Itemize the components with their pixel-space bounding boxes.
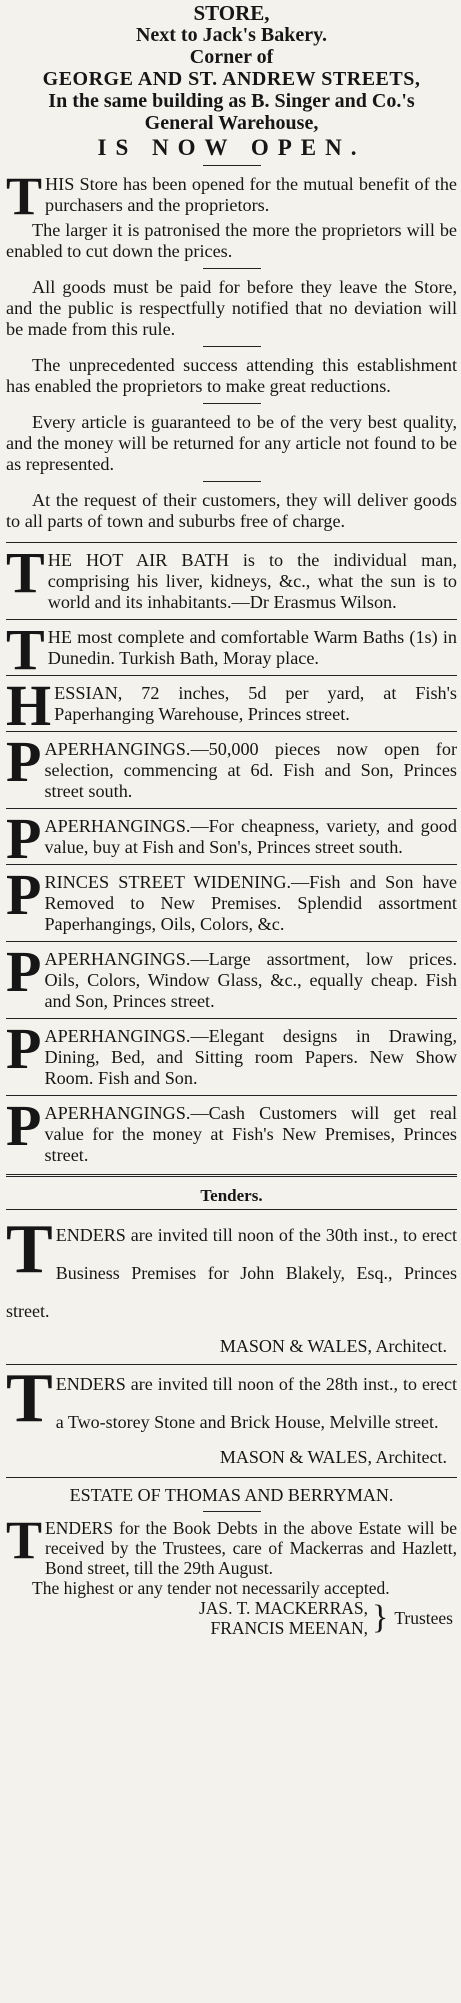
brace: }	[372, 1599, 389, 1636]
store-now-open: IS NOW OPEN.	[97, 135, 366, 160]
trustee-name: FRANCIS MEENAN,	[210, 1618, 368, 1638]
tender-stone-house	[6, 1360, 457, 1473]
drop-cap: P	[6, 1016, 42, 1081]
tender-text: TENDERS are invited till noon of the 28th inst., to erect a Two-storey Stone and Brick House, Melville street.	[6, 1360, 457, 1437]
store-paragraph-2: The larger it is patronised the more the proprietors will be enabled to cut down the prices.	[6, 220, 457, 261]
store-corner-line: Corner of	[189, 46, 274, 68]
drop-cap: P	[6, 729, 42, 794]
ad-paperhangings-5: PAPERHANGINGS.—Cash Customers will get real value for the money at Fish's New Premises, Princes street.	[6, 1095, 457, 1172]
trustee-name: JAS. T. MACKERRAS,	[198, 1598, 368, 1618]
divider	[203, 481, 261, 482]
divider	[203, 346, 261, 347]
estate-notice	[6, 1477, 457, 1638]
ad-paperhangings-1: PAPERHANGINGS.—50,000 pieces now open for selection, commencing at 6d. Fish and Son, Princes street south.	[6, 731, 457, 808]
estate-paragraph-1: TENDERS for the Book Debts in the above Estate will be received by the Trustees, care of Mackerras and Hazlett, Bond street, till the 29th August.	[6, 1510, 457, 1578]
drop-cap: T	[6, 1360, 53, 1437]
divider	[203, 1511, 261, 1512]
drop-cap: P	[6, 1093, 42, 1158]
drop-cap: T	[6, 1211, 53, 1288]
store-paragraph-4: The unprecedented success attending this establishment has enabled the proprietors to make great reductions.	[6, 355, 457, 396]
ad-paperhangings-2: PAPERHANGINGS.—For cheapness, variety, and good value, buy at Fish and Son's, Princes street south.	[6, 806, 457, 871]
store-heading: STORE,	[193, 1, 270, 25]
tender-business-premises	[6, 1211, 457, 1362]
ad-paperhangings-3: PAPERHANGINGS.—Large assortment, low prices. Oils, Colors, Window Glass, &c., equally cheap. Fish and Son, Princes street.	[6, 941, 457, 1018]
tender-text: TENDERS are invited till noon of the 30th inst., to erect Business Premises for John Blakely, Esq., Princes street.	[6, 1211, 457, 1321]
drop-cap: T	[6, 617, 45, 682]
store-building-line: In the same building as B. Singer and Co.'s	[48, 90, 415, 112]
drop-cap: P	[6, 939, 42, 1004]
divider	[203, 268, 261, 269]
ad-warm-baths: THE most complete and comfortable Warm Baths (1s) in Dunedin. Turkish Bath, Moray place.	[6, 617, 457, 682]
drop-cap: P	[6, 806, 42, 871]
drop-cap: T	[6, 1510, 43, 1570]
store-streets-line: GEORGE AND ST. ANDREW STREETS,	[42, 68, 421, 90]
ad-paperhangings-4: PAPERHANGINGS.—Elegant designs in Drawing, Dining, Bed, and Sitting room Papers. New Show Room. Fish and Son.	[6, 1018, 457, 1095]
store-paragraph-1: THIS Store has been opened for the mutual benefit of the purchasers and the proprietors.	[6, 166, 457, 226]
divider	[203, 165, 261, 166]
double-rule	[6, 1174, 457, 1179]
ad-hot-air-bath: THE HOT AIR BATH is to the individual man, comprising his liver, kidneys, &c., what the sun is to world and its inhabitants.—Dr Erasmus Wilson.	[6, 542, 457, 619]
drop-cap: P	[6, 862, 42, 927]
architect-signature: MASON & WALES, Architect.	[219, 1447, 447, 1467]
store-paragraph-6: At the request of their customers, they will deliver goods to all parts of town and suburbs free of charge.	[6, 490, 457, 531]
store-warehouse-line: General Warehouse,	[144, 112, 319, 134]
store-paragraph-3: All goods must be paid for before they leave the Store, and the public is respectfully notified that no deviation will be made from this rule.	[6, 277, 457, 339]
estate-heading: ESTATE OF THOMAS AND BERRYMAN.	[6, 1477, 457, 1506]
small-ads	[6, 542, 457, 1172]
trustees-block	[6, 1598, 457, 1638]
trustees-label: Trustees	[394, 1608, 453, 1628]
estate-paragraph-2: The highest or any tender not necessarily accepted.	[32, 1578, 390, 1598]
drop-cap: H	[6, 673, 52, 738]
architect-signature: MASON & WALES, Architect.	[219, 1336, 447, 1356]
store-advertisement	[6, 2, 457, 532]
divider	[203, 403, 261, 404]
ad-princes-street-widening: PRINCES STREET WIDENING.—Fish and Son have Removed to New Premises. Splendid assortment Paperhangings, Oils, Colors, &c.	[6, 864, 457, 941]
store-location-line: Next to Jack's Bakery.	[135, 24, 328, 46]
tenders-heading: Tenders.	[6, 1183, 457, 1210]
ad-hessian: HESSIAN, 72 inches, 5d per yard, at Fish's Paperhanging Warehouse, Princes street.	[6, 673, 457, 738]
store-paragraph-5: Every article is guaranteed to be of the very best quality, and the money will be returned for any article not found to be as represented.	[6, 412, 457, 474]
drop-cap: T	[6, 540, 45, 605]
drop-cap: T	[6, 166, 43, 226]
